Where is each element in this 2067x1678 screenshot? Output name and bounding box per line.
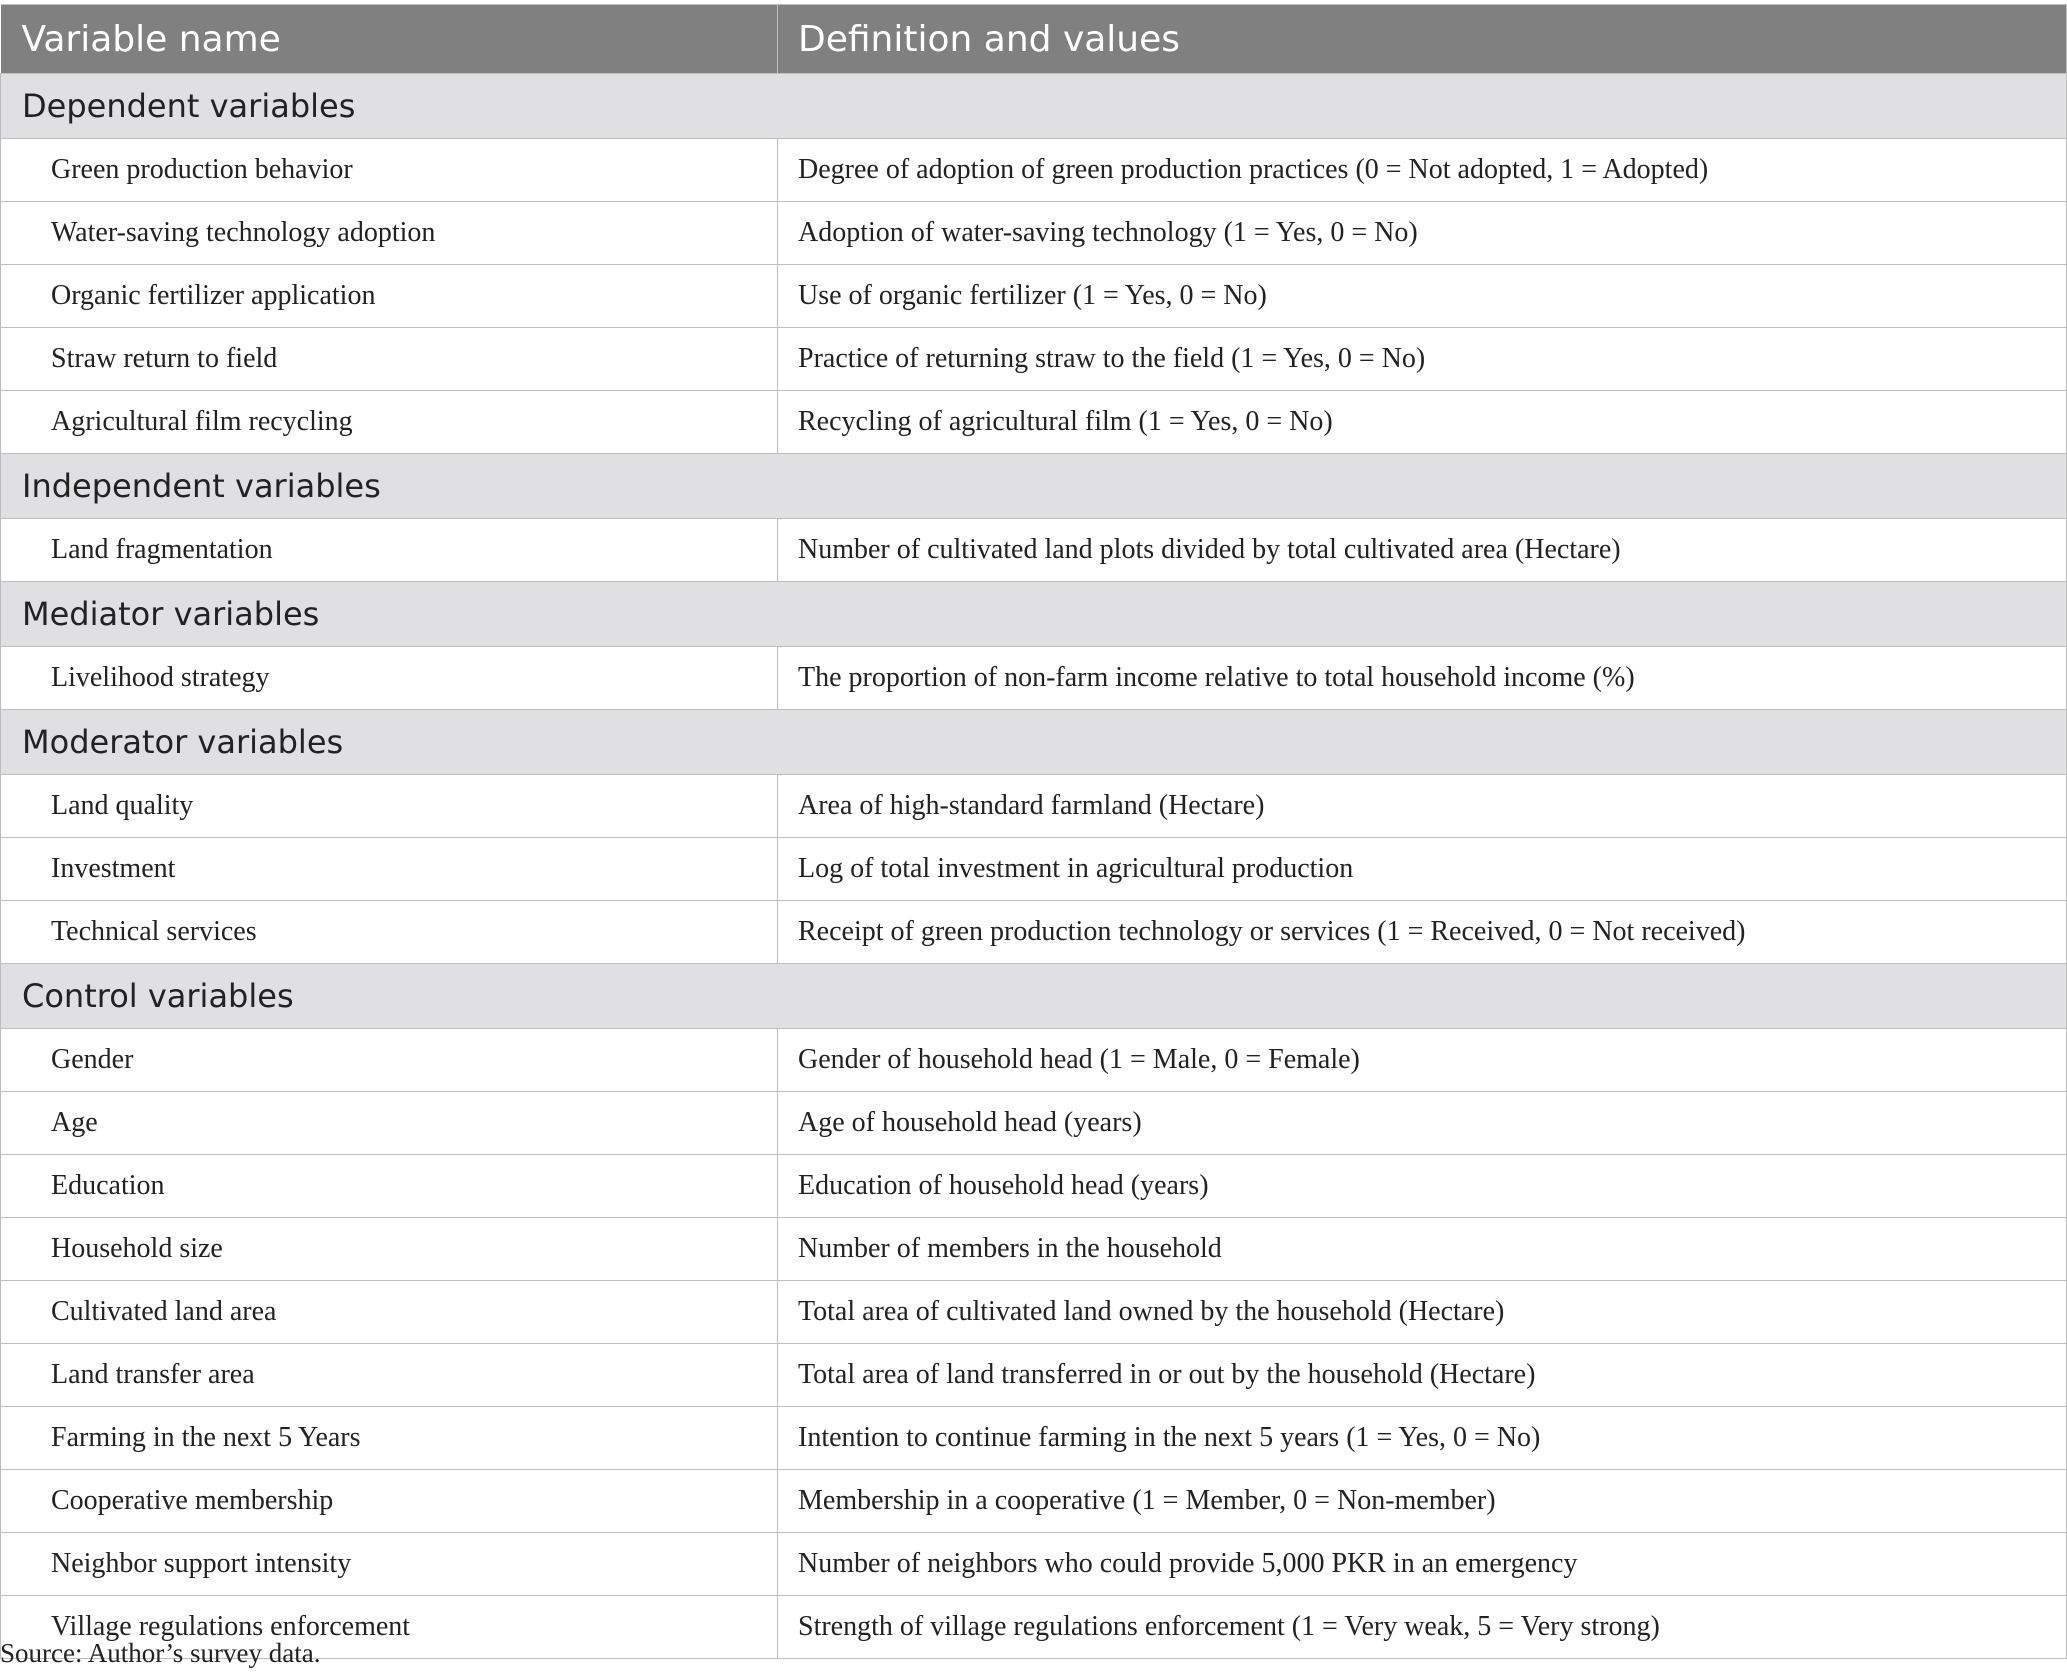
variable-name-cell: Organic fertilizer application	[1, 265, 778, 328]
table-header	[1, 5, 2067, 74]
table-row	[1, 202, 2067, 265]
definition-cell: Number of cultivated land plots divided by total cultivated area (Hectare)	[778, 519, 2067, 582]
definition-cell: Gender of household head (1 = Male, 0 = Female)	[778, 1029, 2067, 1092]
section-row	[1, 964, 2067, 1029]
table-row	[1, 1470, 2067, 1533]
variable-name-cell: Green production behavior	[1, 139, 778, 202]
table-row	[1, 1281, 2067, 1344]
definition-cell: The proportion of non-farm income relative to total household income (%)	[778, 647, 2067, 710]
section-title: Moderator variables	[1, 710, 2067, 775]
section-title: Independent variables	[1, 454, 2067, 519]
variable-name-cell: Cooperative membership	[1, 1470, 778, 1533]
table-row	[1, 139, 2067, 202]
variable-name-cell: Gender	[1, 1029, 778, 1092]
source-note: Source: Author’s survey data.	[0, 1638, 321, 1668]
variable-name-cell: Neighbor support intensity	[1, 1533, 778, 1596]
table-row	[1, 328, 2067, 391]
table-row	[1, 391, 2067, 454]
definition-cell: Total area of cultivated land owned by the household (Hectare)	[778, 1281, 2067, 1344]
variables-table	[0, 4, 2067, 1659]
definition-cell: Area of high-standard farmland (Hectare)	[778, 775, 2067, 838]
table-row	[1, 901, 2067, 964]
definition-cell: Log of total investment in agricultural production	[778, 838, 2067, 901]
variable-name-cell: Water-saving technology adoption	[1, 202, 778, 265]
table-row	[1, 1533, 2067, 1596]
section-row	[1, 74, 2067, 139]
definition-cell: Number of neighbors who could provide 5,000 PKR in an emergency	[778, 1533, 2067, 1596]
section-row	[1, 710, 2067, 775]
table-row	[1, 647, 2067, 710]
table-row	[1, 1218, 2067, 1281]
variable-name-cell: Farming in the next 5 Years	[1, 1407, 778, 1470]
section-row	[1, 454, 2067, 519]
definition-cell: Education of household head (years)	[778, 1155, 2067, 1218]
table-row	[1, 1155, 2067, 1218]
table-row	[1, 1092, 2067, 1155]
variable-name-cell: Household size	[1, 1218, 778, 1281]
definition-cell: Age of household head (years)	[778, 1092, 2067, 1155]
definition-cell: Number of members in the household	[778, 1218, 2067, 1281]
definition-cell: Recycling of agricultural film (1 = Yes, 0 = No)	[778, 391, 2067, 454]
definition-cell: Degree of adoption of green production practices (0 = Not adopted, 1 = Adopted)	[778, 139, 2067, 202]
variable-name-cell: Straw return to field	[1, 328, 778, 391]
variable-name-cell: Livelihood strategy	[1, 647, 778, 710]
variable-name-cell: Technical services	[1, 901, 778, 964]
variables-table-container	[0, 4, 2066, 1659]
variable-name-cell: Education	[1, 1155, 778, 1218]
variable-name-cell: Age	[1, 1092, 778, 1155]
definition-cell: Use of organic fertilizer (1 = Yes, 0 = No)	[778, 265, 2067, 328]
variable-name-cell: Village regulations enforcement	[1, 1596, 778, 1659]
definition-cell: Total area of land transferred in or out by the household (Hectare)	[778, 1344, 2067, 1407]
definition-cell: Receipt of green production technology or services (1 = Received, 0 = Not received)	[778, 901, 2067, 964]
variable-name-cell: Cultivated land area	[1, 1281, 778, 1344]
variable-name-cell: Agricultural film recycling	[1, 391, 778, 454]
table-row	[1, 519, 2067, 582]
header-variable-name: Variable name	[1, 5, 778, 74]
header-row	[1, 5, 2067, 74]
variable-name-cell: Land fragmentation	[1, 519, 778, 582]
definition-cell: Practice of returning straw to the field (1 = Yes, 0 = No)	[778, 328, 2067, 391]
section-title: Control variables	[1, 964, 2067, 1029]
variable-name-cell: Land transfer area	[1, 1344, 778, 1407]
header-definition: Definition and values	[778, 5, 2067, 74]
table-body	[1, 74, 2067, 1659]
section-title: Mediator variables	[1, 582, 2067, 647]
table-row	[1, 265, 2067, 328]
table-row	[1, 838, 2067, 901]
variable-name-cell: Investment	[1, 838, 778, 901]
table-row	[1, 1407, 2067, 1470]
table-row	[1, 1344, 2067, 1407]
definition-cell: Membership in a cooperative (1 = Member, 0 = Non-member)	[778, 1470, 2067, 1533]
section-title: Dependent variables	[1, 74, 2067, 139]
definition-cell: Intention to continue farming in the next 5 years (1 = Yes, 0 = No)	[778, 1407, 2067, 1470]
definition-cell: Strength of village regulations enforcement (1 = Very weak, 5 = Very strong)	[778, 1596, 2067, 1659]
variable-name-cell: Land quality	[1, 775, 778, 838]
table-row	[1, 1029, 2067, 1092]
table-row	[1, 775, 2067, 838]
section-row	[1, 582, 2067, 647]
definition-cell: Adoption of water-saving technology (1 = Yes, 0 = No)	[778, 202, 2067, 265]
